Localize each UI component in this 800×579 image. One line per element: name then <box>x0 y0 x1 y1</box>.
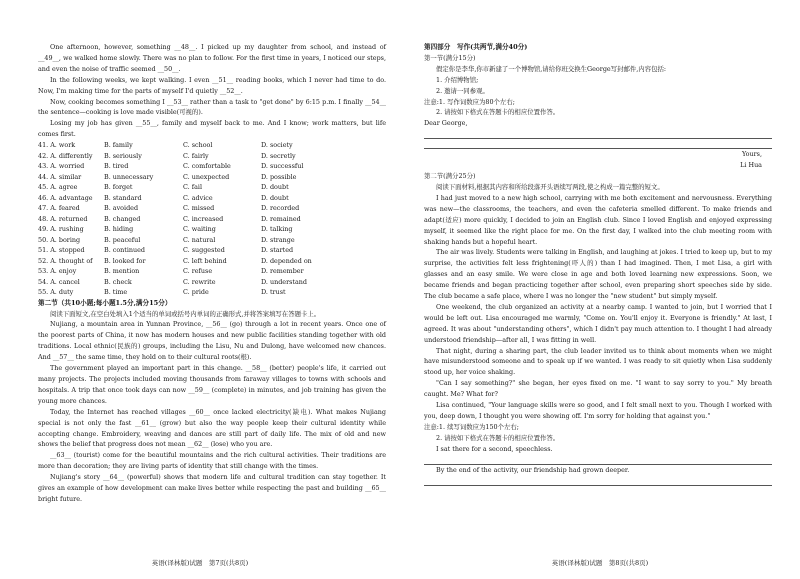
option-row <box>38 266 386 277</box>
option-choice: D. secretly <box>261 151 296 160</box>
option-choice: D. depended on <box>261 256 312 265</box>
starter-sentence: I sat there for a second, speechless. <box>436 444 553 453</box>
option-choice: B. peaceful <box>104 235 141 244</box>
option-choice: C. fail <box>183 183 202 192</box>
option-choice: D. understand <box>261 277 307 286</box>
option-choice: B. looked for <box>104 256 146 265</box>
page-footer: 英语(译林版)试题 第7页(共8页) <box>151 559 249 567</box>
sec1-note: 注意:1. 写作词数应为80个左右; <box>424 97 515 106</box>
paragraph: Today, the Internet has reached villages __60__ once lacked electricity(缺电). What makes Nujiang special is not only the fast __61__ (grow) but also the way people keep their cultural identity while accepting change. Embroidery, weaving and dances are still part of daily life. The mix of old and new shows the belief that progress does not mean __62__ (lose) who you are. <box>38 407 386 449</box>
section2-instruction: 阅读下面短文,在空白处填入1个适当的单词或括号内单词的正确形式,并将答案填写在答题卡上。 <box>50 309 321 318</box>
option-choice: C. comfortable <box>183 162 231 171</box>
paragraph: Lisa continued, "Your language skills were so good, and I felt small next to you. Though I worked with you, deep down, I thought you were showing off. I'm sorry for holding that against you." <box>424 401 772 420</box>
option-choice: 49. A. rushing <box>38 225 84 234</box>
option-row <box>38 161 386 172</box>
option-choice: B. standard <box>104 193 142 202</box>
paragraph: The government played an important part in this change. __58__ (better) people's life, it carried out many projects. The projects included moving thousands from faraway villages to towns with schools and hospitals. A trip that once took days can now __59__ (complete) in minutes, and job training has given the young more chances. <box>38 364 386 405</box>
answer-line <box>424 129 772 139</box>
option-choice: 48. A. returned <box>38 214 88 223</box>
section2-heading: 第二节（共10小题;每小题1.5分,满分15分） <box>38 298 172 307</box>
option-row <box>38 172 386 183</box>
option-choice: D. successful <box>261 162 304 171</box>
option-choice: C. suggested <box>183 246 225 255</box>
option-choice: D. remember <box>261 267 304 276</box>
option-choice: D. recorded <box>261 204 300 213</box>
sec1-heading: 第一节(满分15分) <box>424 53 476 62</box>
option-row <box>38 193 386 204</box>
option-choice: D. strange <box>261 235 295 244</box>
option-row <box>38 151 386 162</box>
paragraph: The air was lively. Students were talking in English, and laughing at jokes. I tried to keep up, but to my surprise, the activities felt less frightening(吓人的) than I had imagined. Then, I met Lisa, a girl with glasses and an easy smile. We were close in age and both loved learning new expressions. Soon, we became friends and began practicing together after school, even preparing short speeches side by side. The club became a safe place, where I was no longer the "new student" but simply myself. <box>424 248 772 301</box>
page-footer: 英语(译林版)试题 第8页(共8页) <box>551 559 649 567</box>
paragraph: That night, during a sharing part, the club leader invited us to think about moments when we might have misunderstood someone and to speak up if we wanted. I was ready to sit quietly when Lisa suddenly stood up, her voice shaking. <box>424 346 772 377</box>
option-choice: 45. A. agree <box>38 183 78 192</box>
option-choice: C. advice <box>183 193 213 202</box>
paragraph: __63__ (tourist) come for the beautiful mountains and the rich cultural activities. Their traditions are more than decoration; they are living parts of identity that still change with the times. <box>38 451 386 471</box>
sec2-heading: 第二节(满分25分) <box>424 172 476 181</box>
option-choice: C. increased <box>183 214 224 223</box>
passage2 <box>38 319 386 504</box>
option-choice: 53. A. enjoy <box>38 267 77 276</box>
option-choice: C. refuse <box>183 267 213 276</box>
option-choice: B. tired <box>104 162 129 171</box>
option-row <box>38 245 386 256</box>
option-choice: C. missed <box>183 204 215 213</box>
paragraph: Nujiang, a mountain area in Yunnan Province, __56__ (go) through a lot in recent years. Once one of the poorest parts of China, it now has modern houses and new public facilities standing together with old traditions. Local ethnic(民族的) groups, including the Lisu, Nu and Dulong, have welcomed new chances. And __57__ the same time, they hold on to their cultural roots(根). <box>38 320 386 362</box>
answer-line <box>424 139 772 149</box>
option-choice: 47. A. feared <box>38 204 80 213</box>
option-choice: B. unnecessary <box>104 172 154 181</box>
option-row <box>38 287 386 298</box>
option-choice: B. time <box>104 288 128 297</box>
option-choice: B. changed <box>104 214 141 223</box>
option-choice: B. forget <box>104 183 133 192</box>
option-choice: B. check <box>104 277 132 286</box>
sec2-note: 注意:1. 续写词数应为150个左右; <box>424 422 519 431</box>
sec1-prompt: 假定你是李华,你市新建了一个博物馆,请给你班交换生George写封邮件,内容包括: <box>436 64 667 73</box>
option-choice: B. avoided <box>104 204 139 213</box>
sec1-point: 2. 邀请一同参观。 <box>436 86 489 95</box>
sec1-point: 1. 介绍博物馆; <box>436 75 479 84</box>
option-choice: 54. A. cancel <box>38 277 80 286</box>
option-choice: C. unexpected <box>183 172 230 181</box>
paragraph: One afternoon, however, something __48__. I picked up my daughter from school, and instead of __49__, we walked home slowly. There was no plan to follow. For the first time in years, I noticed our steps, and even the noise of traffic seemed __50__. <box>38 43 386 73</box>
option-choice: 46. A. advantage <box>38 193 93 202</box>
option-choice: 41. A. work <box>38 141 76 150</box>
option-row <box>38 256 386 267</box>
option-choice: 50. A. boring <box>38 235 81 244</box>
option-choice: D. remained <box>261 214 301 223</box>
option-choice: D. doubt <box>261 183 289 192</box>
option-row <box>38 277 386 288</box>
option-choice: C. school <box>183 141 213 150</box>
paragraph: "Can I say something?" she began, her eyes fixed on me. "I want to say sorry to you." My breath caught. Me? What for? <box>424 379 772 399</box>
paragraph: One weekend, the club organized an activity at a nearby camp. I wanted to join, but I worried that I would be left out. Lisa encouraged me warmly, "Come on. You'll enjoy it. Everyone is friendly." At last, I agreed. It was about "understanding others", which I didn't pay much attention to. I thought I had already understood friendship—after all, I was fitting in well. <box>424 302 772 344</box>
option-row <box>38 140 386 151</box>
option-choice: B. seriously <box>104 151 142 160</box>
options-list <box>38 140 386 298</box>
option-choice: 44. A. similar <box>38 172 82 181</box>
option-choice: 55. A. duty <box>38 288 74 297</box>
option-choice: D. started <box>261 246 294 255</box>
option-row <box>38 224 386 235</box>
sec2-note: 2. 请按如下格式在答题卡的相应位置作答。 <box>436 433 560 442</box>
sign-off: Yours, <box>742 150 762 159</box>
option-row <box>38 214 386 225</box>
paragraph: Nujiang's story __64__ (powerful) shows that modern life and cultural tradition can stay together. It gives an example of how development can make lives better while respecting the past and building __65__ bright future. <box>38 473 386 503</box>
option-choice: C. left behind <box>183 256 227 265</box>
option-row <box>38 182 386 193</box>
sec1-note: 2. 请按如下格式在答题卡的相应位置作答。 <box>436 108 560 117</box>
paragraph: In the following weeks, we kept walking. I even __51__ reading books, which I never had time to do. Now, I'm making time for the parts of myself I'd quietly __52__. <box>38 75 386 95</box>
answer-line <box>424 455 772 465</box>
option-choice: 43. A. worried <box>38 162 85 171</box>
option-choice: D. trust <box>261 288 286 297</box>
option-choice: D. doubt <box>261 193 289 202</box>
option-choice: D. society <box>261 141 293 150</box>
paragraph: I had just moved to a new high school, carrying with me both excitement and nervousness. Everything was new—the classrooms, the teachers, and even the cafeteria smelled different. To make friends and adapt(适应) more quickly, I decided to join an English club. Since I loved English and enjoyed expressing myself, it seemed like the right place for me. On the first day, I walked into the club meeting room with shaking hands but a hopeful heart. <box>424 193 772 246</box>
paragraph: Now, cooking becomes something I __53__ rather than a task to "get done" by 6:15 p.m. I finally __54__ the sentence—cooking is love made visible(可视的). <box>38 97 386 117</box>
option-choice: C. rewrite <box>183 277 216 286</box>
right-page <box>400 0 800 579</box>
paragraph: Losing my job has given __55__, family and myself back to me. And I know; work matters, but life comes first. <box>38 119 386 139</box>
answer-line <box>424 476 772 486</box>
greeting: Dear George, <box>424 119 468 128</box>
option-choice: D. talking <box>261 225 293 234</box>
option-choice: C. waiting <box>183 225 216 234</box>
option-choice: C. pride <box>183 288 209 297</box>
sec2-prompt: 阅读下面材料,根据其内容和所给段落开头语续写两段,使之构成一篇完整的短文。 <box>436 182 664 191</box>
option-choice: 51. A. stopped <box>38 246 85 255</box>
option-choice: B. continued <box>104 246 146 255</box>
option-choice: B. mention <box>104 267 140 276</box>
story <box>424 193 772 422</box>
option-choice: C. fairly <box>183 151 209 160</box>
starter-sentence: By the end of the activity, our friendship had grown deeper. <box>436 465 630 474</box>
option-choice: C. natural <box>183 235 216 244</box>
passage-top <box>38 42 386 140</box>
option-choice: D. possible <box>261 172 297 181</box>
option-choice: 42. A. differently <box>38 151 93 160</box>
option-choice: B. family <box>104 141 133 150</box>
part4-heading: 第四部分 写作(共两节,满分40分) <box>424 43 528 51</box>
option-row <box>38 235 386 246</box>
option-choice: 52. A. thought of <box>38 256 93 265</box>
option-row <box>38 203 386 214</box>
signature: Li Hua <box>740 161 762 170</box>
option-choice: B. hiding <box>104 225 134 234</box>
